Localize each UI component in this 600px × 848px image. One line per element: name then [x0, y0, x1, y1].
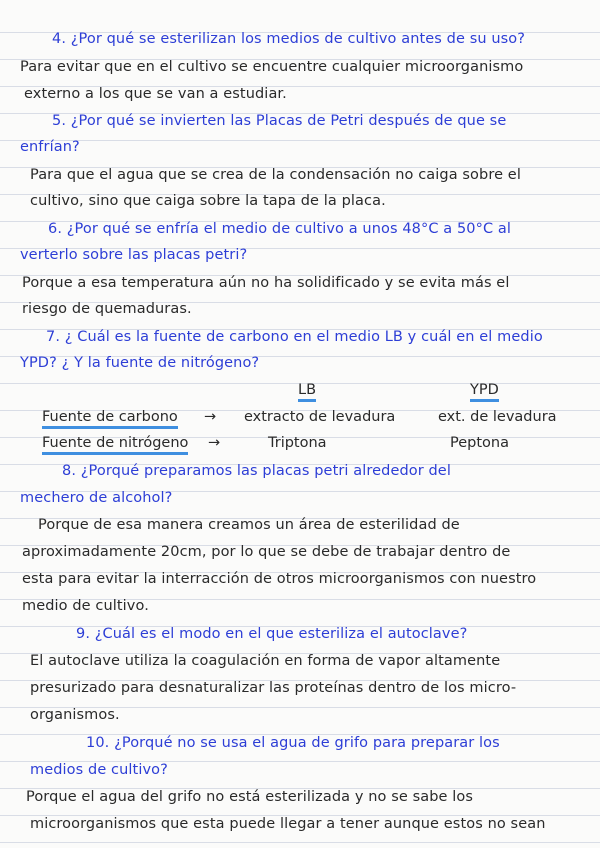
- answer-9-line-2: presurizado para desnaturalizar las proteínas dentro de los micro-: [30, 680, 517, 696]
- column-header-lb: [298, 380, 316, 400]
- question-7-line-2: YPD? ¿ Y la fuente de nitrógeno?: [20, 355, 260, 371]
- carbon-source-lb: extracto de levadura: [244, 409, 396, 425]
- carbon-source-ypd: ext. de levadura: [438, 409, 557, 425]
- answer-5-line-1: Para que el agua que se crea de la condensación no caiga sobre el: [30, 167, 521, 183]
- answer-10-line-1: Porque el agua del grifo no está esterilizada y no se sabe los: [26, 789, 474, 805]
- answer-8-line-1: Porque de esa manera creamos un área de esterilidad de: [38, 517, 460, 533]
- question-9: 9. ¿Cuál es el modo en el que esteriliza el autoclave?: [76, 626, 468, 642]
- column-header-ypd-text: YPD: [470, 382, 499, 402]
- answer-8-line-2: aproximadamente 20cm, por lo que se debe de trabajar dentro de: [22, 544, 511, 560]
- answer-4-line-2: externo a los que se van a estudiar.: [24, 86, 287, 102]
- answer-6-line-1: Porque a esa temperatura aún no ha solidificado y se evita más el: [22, 275, 510, 291]
- answer-8-line-4: medio de cultivo.: [22, 598, 149, 614]
- row-label-nitrogen-text: Fuente de nitrógeno: [42, 435, 188, 455]
- answer-8-line-3: esta para evitar la interracción de otros microorganismos con nuestro: [22, 571, 537, 587]
- row-arrow-carbon: →: [204, 409, 217, 425]
- question-10-line-2: medios de cultivo?: [30, 762, 168, 778]
- answer-9-line-1: El autoclave utiliza la coagulación en forma de vapor altamente: [30, 653, 501, 669]
- row-arrow-nitrogen: →: [208, 435, 221, 451]
- question-8-line-1: 8. ¿Porqué preparamos las placas petri alrededor del: [62, 463, 451, 479]
- row-label-carbon-text: Fuente de carbono: [42, 409, 178, 429]
- answer-9-line-3: organismos.: [30, 707, 120, 723]
- nitrogen-source-lb: Triptona: [268, 435, 327, 451]
- row-label-carbon: [42, 407, 178, 427]
- question-6-line-1: 6. ¿Por qué se enfría el medio de cultivo a unos 48°C a 50°C al: [48, 221, 512, 237]
- question-5-line-2: enfrían?: [20, 139, 80, 155]
- nitrogen-source-ypd: Peptona: [450, 435, 509, 451]
- answer-6-line-2: riesgo de quemaduras.: [22, 301, 192, 317]
- question-6-line-2: verterlo sobre las placas petri?: [20, 247, 248, 263]
- question-10-line-1: 10. ¿Porqué no se usa el agua de grifo para preparar los: [86, 735, 500, 751]
- question-7-line-1: 7. ¿ Cuál es la fuente de carbono en el medio LB y cuál en el medio: [46, 329, 543, 345]
- question-4: 4. ¿Por qué se esterilizan los medios de cultivo antes de su uso?: [52, 31, 526, 47]
- column-header-ypd: [470, 380, 499, 400]
- answer-10-line-2: microorganismos que esta puede llegar a tener aunque estos no sean: [30, 816, 546, 832]
- answer-4-line-1: Para evitar que en el cultivo se encuentre cualquier microorganismo: [20, 59, 524, 75]
- column-header-lb-text: LB: [298, 382, 316, 402]
- question-8-line-2: mechero de alcohol?: [20, 490, 173, 506]
- answer-5-line-2: cultivo, sino que caiga sobre la tapa de la placa.: [30, 193, 386, 209]
- row-label-nitrogen: [42, 433, 188, 453]
- question-5-line-1: 5. ¿Por qué se invierten las Placas de Petri después de que se: [52, 113, 507, 129]
